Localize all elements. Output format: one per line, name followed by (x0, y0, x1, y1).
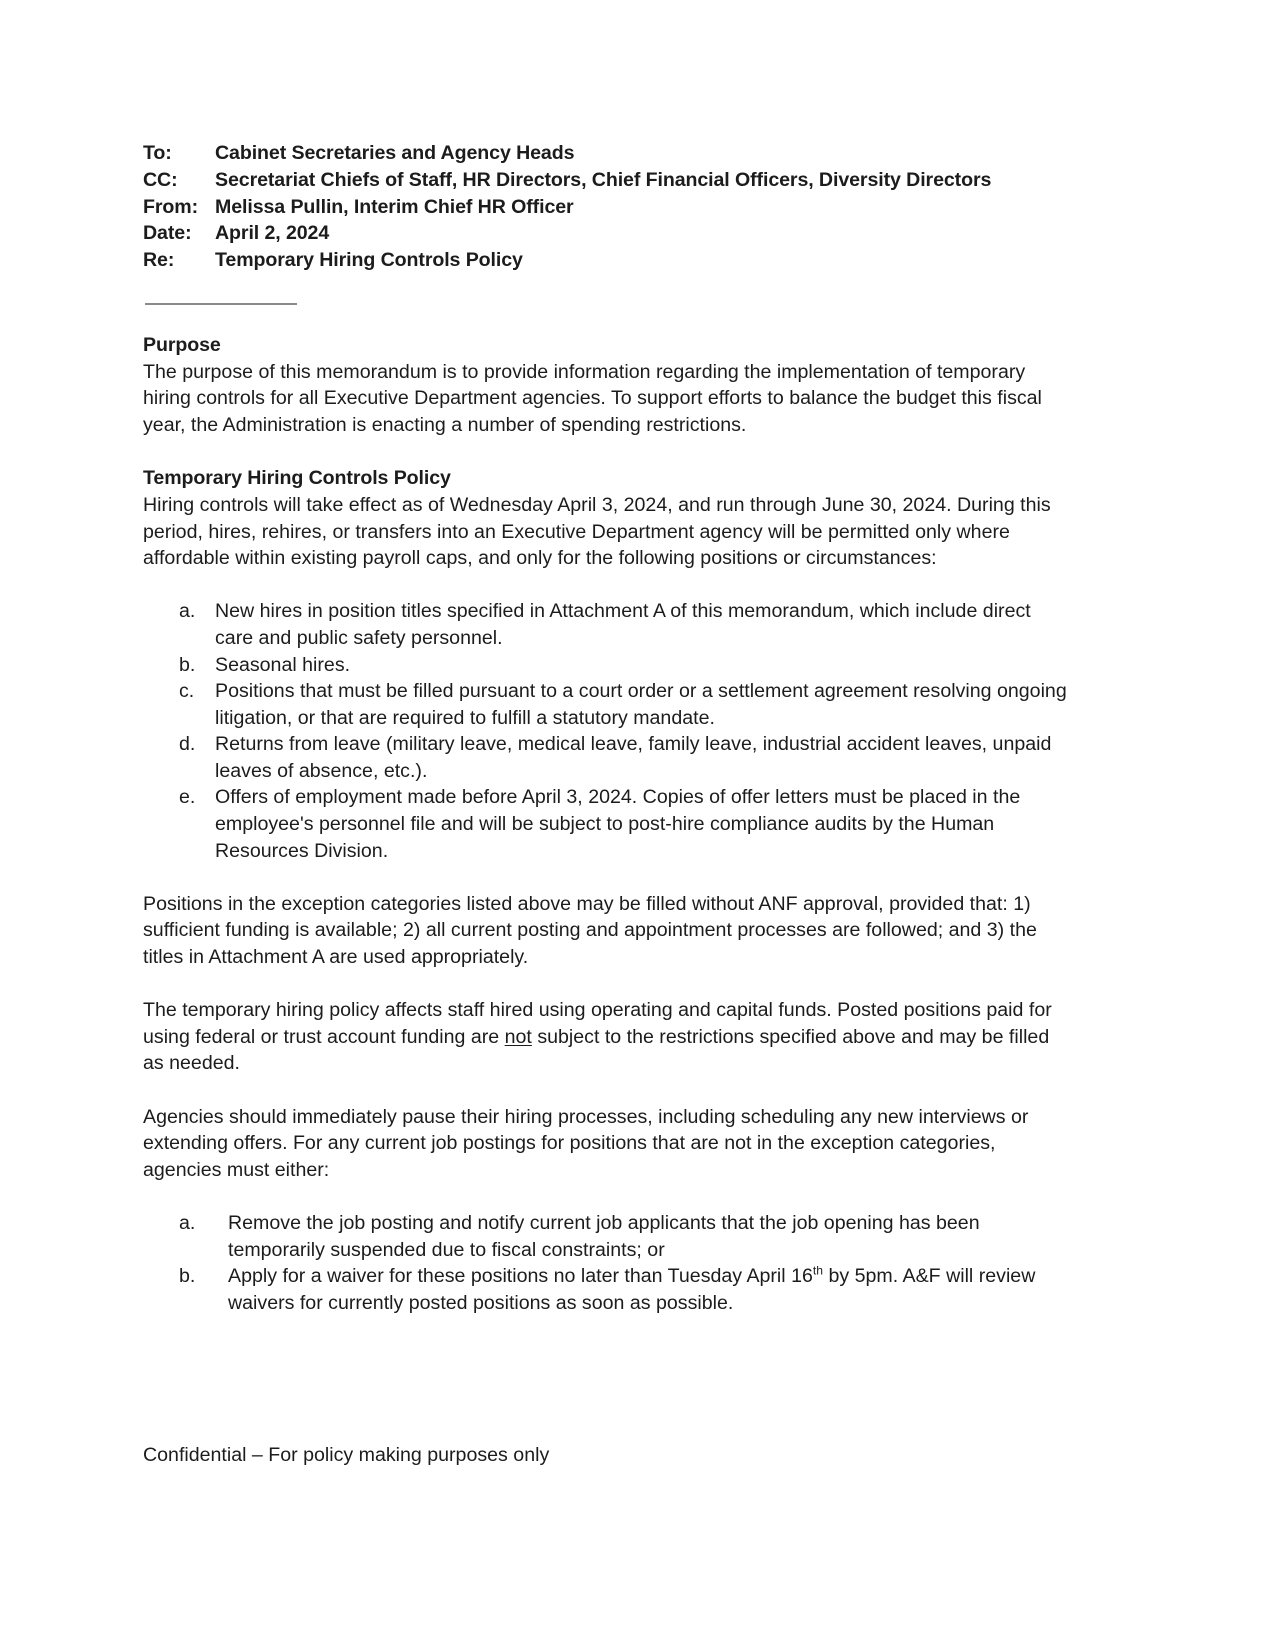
list-item-text: Offers of employment made before April 3, 2024. Copies of offer letters must be placed in the employee's personnel file and will be subject to post-hire compliance audits by the Human Resources Division. (215, 786, 1021, 862)
document-footer: Confidential – For policy making purposes only (143, 1444, 550, 1466)
memo-header (143, 140, 1073, 305)
waiver-text-after: by 5pm. A&F will review waivers for currently posted positions as soon as possible. (228, 1265, 1036, 1314)
memo-label-from: From: (143, 195, 199, 218)
list-marker: a. (179, 1211, 196, 1234)
memo-row-cc (143, 167, 1073, 194)
memo-value-from: Melissa Pullin, Interim Chief HR Officer (215, 195, 574, 218)
memo-label-cc: CC: (143, 168, 178, 191)
after-exceptions-paragraph: Positions in the exception categories listed above may be filled without ANF approval, provided that: 1) sufficient funding is available; 2) all current posting and appointment processes are followed; and 3) the titles in Attachment A are used appropriately. (143, 892, 1037, 969)
list-item (143, 1263, 1073, 1316)
exception-list (143, 598, 1073, 864)
list-marker: b. (179, 1265, 196, 1288)
funding-text-before: The temporary hiring policy affects staff hired using operating and capital funds. Posted positions paid for using federal or trust account funding are (143, 999, 1052, 1048)
memo-row-to (143, 140, 1073, 167)
pause-hiring-paragraph: Agencies should immediately pause their hiring processes, including scheduling any new interviews or extending offers. For any current job postings for positions that are not in the exception categories, agencies must either: (143, 1105, 1029, 1181)
document-body (143, 140, 1073, 1316)
memo-label-to: To: (143, 142, 172, 164)
list-item (143, 678, 1073, 731)
list-marker: e. (179, 786, 196, 809)
policy-intro-paragraph: Hiring controls will take effect as of Wednesday April 3, 2024, and run through June 30, 2024. During this period, hires, rehires, or transfers into an Executive Department agency will be permitted only where affordable within existing payroll caps, and only for the following positions or circumstances: (143, 493, 1051, 570)
memo-value-date: April 2, 2024 (215, 222, 330, 245)
list-item (143, 598, 1073, 651)
purpose-paragraph: The purpose of this memorandum is to provide information regarding the implementation of temporary hiring controls for all Executive Department agencies. To support efforts to balance the budget this fiscal year, the Administration is enacting a number of spending restrictions. (143, 360, 1042, 436)
ordinal-suffix: th (812, 1263, 824, 1278)
list-item-text: New hires in position titles specified in Attachment A of this memorandum, which include direct care and public safety personnel. (215, 600, 1031, 649)
required-actions-list (143, 1210, 1073, 1316)
list-item-text: Returns from leave (military leave, medical leave, family leave, industrial accident leaves, unpaid leaves of absence, etc.). (215, 733, 1052, 782)
memo-row-from (143, 194, 1073, 221)
list-item (143, 784, 1073, 864)
memo-row-re (143, 247, 1073, 274)
list-marker: b. (179, 653, 196, 676)
list-item (143, 731, 1073, 784)
list-marker: c. (179, 680, 195, 703)
header-divider (145, 303, 297, 305)
memo-label-re: Re: (143, 249, 175, 272)
list-item-text: Remove the job posting and notify current job applicants that the job opening has been temporarily suspended due to fiscal constraints; or (228, 1211, 980, 1261)
policy-heading: Temporary Hiring Controls Policy (143, 467, 451, 490)
list-marker: a. (179, 600, 196, 623)
list-item-text: Positions that must be filled pursuant to a court order or a settlement agreement resolving ongoing litigation, or that are required to fulfill a statutory mandate. (215, 680, 1067, 729)
list-item (143, 1210, 1073, 1263)
list-item-text: Seasonal hires. (215, 653, 351, 676)
funding-emphasis-not: not (504, 1025, 532, 1048)
section-policy (143, 465, 1073, 1316)
funding-paragraph (143, 997, 1073, 1077)
memo-value-to: Cabinet Secretaries and Agency Heads (215, 142, 575, 164)
list-item (143, 652, 1073, 679)
waiver-text-before: Apply for a waiver for these positions no later than Tuesday April 16 (228, 1265, 813, 1288)
section-purpose (143, 332, 1073, 438)
memo-value-re: Temporary Hiring Controls Policy (215, 249, 523, 272)
memo-row-date (143, 220, 1073, 247)
list-item-text (228, 1265, 1035, 1314)
memo-value-cc: Secretariat Chiefs of Staff, HR Directors, Chief Financial Officers, Diversity Directors (215, 168, 992, 191)
memo-label-date: Date: (143, 222, 192, 245)
list-marker: d. (179, 733, 196, 756)
funding-text-after: subject to the restrictions specified above and may be filled as needed. (143, 1025, 1050, 1075)
purpose-heading: Purpose (143, 333, 221, 356)
